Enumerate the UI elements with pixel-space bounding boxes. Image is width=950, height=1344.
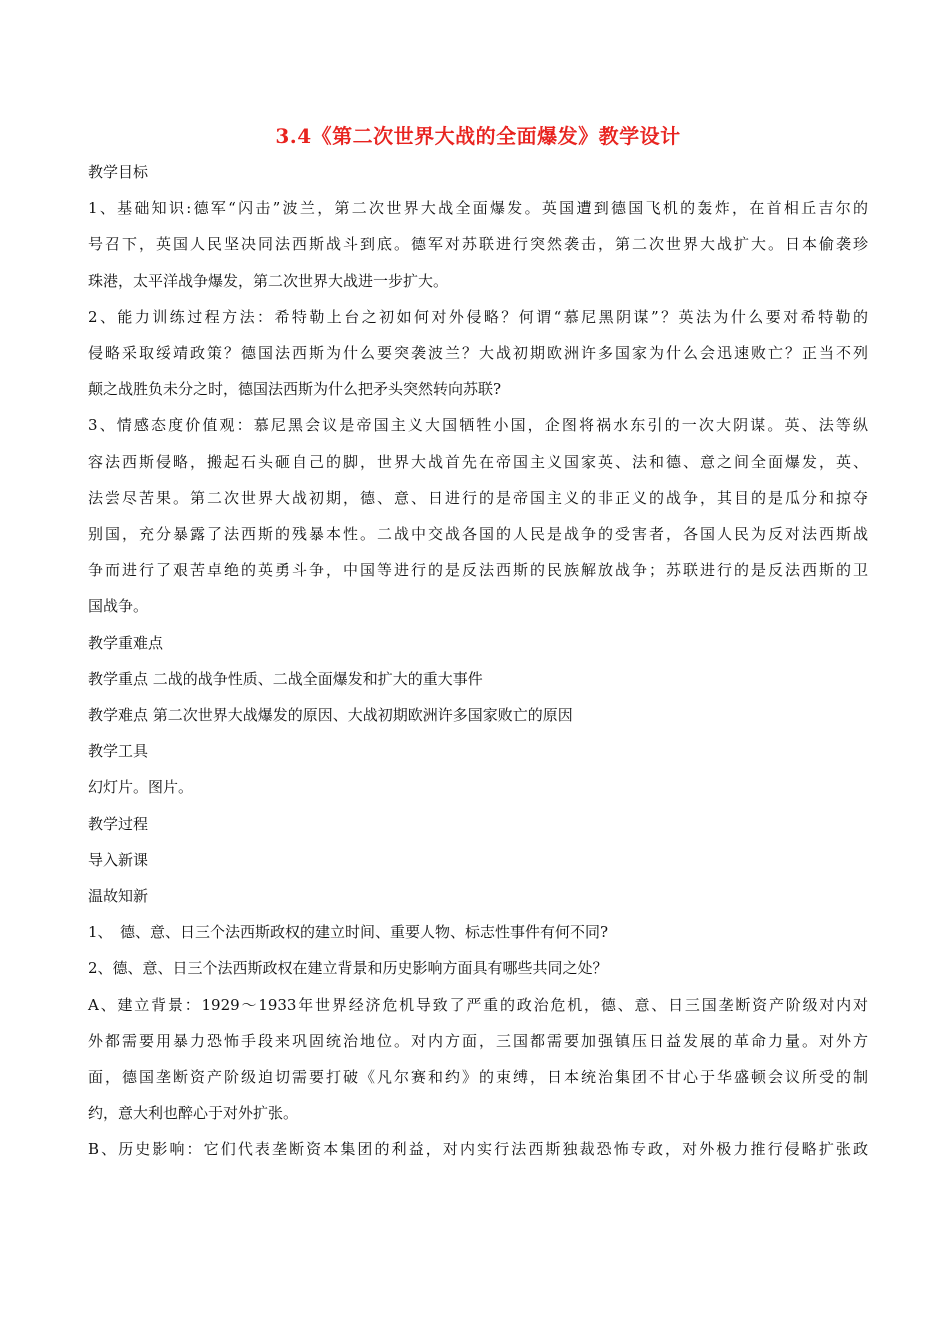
text-line: 号召下，英国人民坚决同法西斯战斗到底。德军对苏联进行突然袭击，第二次世界大战扩大。日本偷袭珍 bbox=[88, 235, 868, 254]
text-line: 约，意大利也醉心于对外扩张。 bbox=[88, 1104, 299, 1123]
text-line: 珠港，太平洋战争爆发，第二次世界大战进一步扩大。 bbox=[88, 271, 449, 290]
text-line: 1、 德、意、日三个法西斯政权的建立时间、重要人物、标志性事件有何不同? bbox=[88, 923, 609, 942]
text-line: 教学目标 bbox=[88, 163, 149, 181]
text-line: 别国，充分暴露了法西斯的残暴本性。二战中交战各国的人民是战争的受害者，各国人民为反对法西斯战 bbox=[88, 525, 868, 544]
text-line: 国战争。 bbox=[88, 597, 149, 616]
text-line: 外都需要用暴力恐怖手段来巩固统治地位。对内方面，三国都需要加强镇压日益发展的革命力量。对外方 bbox=[88, 1031, 868, 1050]
text-line: 争而进行了艰苦卓绝的英勇斗争，中国等进行的是反法西斯的民族解放战争；苏联进行的是反法西斯的卫 bbox=[88, 561, 868, 580]
text-line: 教学重难点 bbox=[88, 633, 164, 652]
text-line: 2、德、意、日三个法西斯政权在建立背景和历史影响方面具有哪些共同之处？ bbox=[88, 959, 608, 978]
text-line: 颠之战胜负未分之时，德国法西斯为什么把矛头突然转向苏联? bbox=[88, 380, 502, 399]
text-line: 教学工具 bbox=[88, 742, 149, 761]
text-line: 教学重点 二战的战争性质、二战全面爆发和扩大的重大事件 bbox=[88, 669, 483, 688]
text-line: 温故知新 bbox=[88, 887, 149, 906]
document-title: 3.4《第二次世界大战的全面爆发》教学设计 bbox=[275, 124, 681, 148]
text-line: 教学过程 bbox=[88, 814, 149, 833]
text-line: 侵略采取绥靖政策？德国法西斯为什么要突袭波兰？大战初期欧洲许多国家为什么会迅速败亡？正当不列 bbox=[88, 344, 868, 363]
text-line: 幻灯片。图片。 bbox=[88, 778, 194, 797]
text-line: 容法西斯侵略，搬起石头砸自己的脚，世界大战首先在帝国主义国家英、法和德、意之间全面爆发，英、 bbox=[88, 452, 868, 471]
text-line: 法尝尽苦果。第二次世界大战初期，德、意、日进行的是帝国主义的非正义的战争，其目的是瓜分和掠夺 bbox=[88, 488, 868, 507]
text-line: B、历史影响：它们代表垄断资本集团的利益，对内实行法西斯独裁恐怖专政，对外极力推行侵略扩张政 bbox=[88, 1140, 868, 1159]
document-body bbox=[88, 154, 868, 1168]
document-page bbox=[88, 120, 868, 1168]
text-line: A、建立背景：1929～1933年世界经济危机导致了严重的政治危机，德、意、日三国垄断资产阶级对内对 bbox=[88, 995, 868, 1014]
text-line: 1、基础知识:德军“闪击”波兰，第二次世界大战全面爆发。英国遭到德国飞机的轰炸，在首相丘吉尔的 bbox=[88, 199, 868, 218]
text-line: 教学难点 第二次世界大战爆发的原因、大战初期欧洲许多国家败亡的原因 bbox=[88, 706, 573, 725]
text-line: 导入新课 bbox=[88, 850, 149, 869]
text-line: 2、能力训练过程方法：希特勒上台之初如何对外侵略？何谓“慕尼黑阴谋”？英法为什么要对希特勒的 bbox=[88, 307, 868, 326]
text-line: 3、情感态度价值观：慕尼黑会议是帝国主义大国牺牲小国，企图将祸水东引的一次大阴谋。英、法等纵 bbox=[88, 416, 868, 435]
text-line: 面，德国垄断资产阶级迫切需要打破《凡尔赛和约》的束缚，日本统治集团不甘心于华盛顿会议所受的制 bbox=[88, 1068, 868, 1087]
